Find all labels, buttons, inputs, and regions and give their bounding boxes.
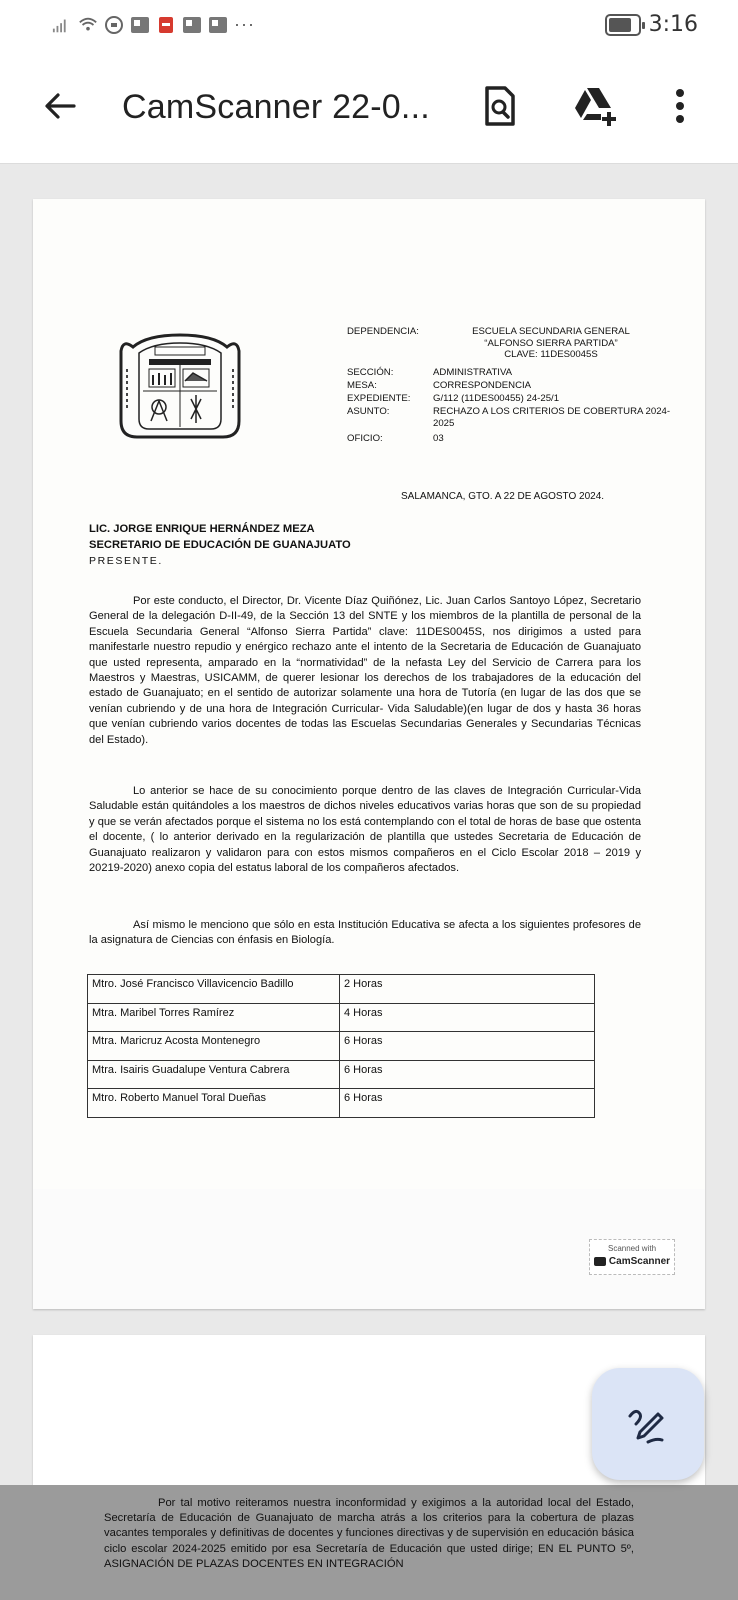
arrow-left-icon [42, 88, 78, 124]
recipient-name: LIC. JORGE ENRIQUE HERNÁNDEZ MEZA [89, 523, 315, 535]
wifi-icon [78, 15, 98, 35]
camscanner-logo-icon [594, 1257, 606, 1266]
oficio-label: OFICIO: [347, 433, 383, 444]
mesa-value: CORRESPONDENCIA [433, 380, 532, 391]
camscanner-brand [590, 1256, 674, 1267]
seccion-label: SECCIÓN: [347, 367, 394, 378]
teacher-hours: 2 Horas [340, 975, 595, 1004]
hotspot-icon [104, 15, 124, 35]
asunto-label: ASUNTO: [347, 406, 390, 417]
teacher-hours: 4 Horas [340, 1003, 595, 1032]
document-title: CamScanner 22-0... [122, 88, 430, 126]
teacher-hours: 6 Horas [340, 1060, 595, 1089]
teacher-hours: 6 Horas [340, 1032, 595, 1061]
place-date: SALAMANCA, GTO. A 22 DE AGOSTO 2024. [401, 491, 605, 502]
teacher-name: Mtra. Isairis Guadalupe Ventura Cabrera [88, 1060, 340, 1089]
table-row [88, 1089, 595, 1118]
edit-pen-icon [626, 1402, 670, 1446]
clock: 3:16 [648, 12, 698, 37]
presente: PRESENTE. [89, 555, 163, 567]
camscanner-brand-label: CamScanner [608, 1256, 671, 1267]
table-row [88, 1032, 595, 1061]
teacher-name: Mtro. Roberto Manuel Toral Dueñas [88, 1089, 340, 1118]
oficio-value: 03 [433, 433, 444, 444]
document-page-1[interactable] [33, 199, 705, 1309]
more-vert-icon [674, 88, 686, 124]
search-document-button[interactable] [476, 82, 524, 130]
status-icons [52, 14, 255, 35]
seccion-value: ADMINISTRATIVA [433, 367, 513, 378]
add-to-drive-button[interactable] [572, 82, 620, 130]
status-bar [0, 0, 738, 52]
app-notification-icon [130, 15, 150, 35]
drive-add-icon [573, 86, 619, 126]
teacher-name: Mtro. José Francisco Villavicencio Badillo [88, 975, 340, 1004]
dependencia-line: ESCUELA SECUNDARIA GENERAL [472, 326, 630, 337]
mesa-label: MESA: [347, 380, 377, 391]
paragraph-3: Así mismo le menciono que sólo en esta Institución Educativa se afecta a los siguientes profesores de la asignatura de Ciencias con énfasis en Biología. [89, 919, 641, 947]
status-right [605, 12, 698, 37]
expediente-label: EXPEDIENTE: [347, 393, 411, 404]
app-notification-icon [182, 15, 202, 35]
expediente-value: G/112 (11DES00455) 24-25/1 [433, 393, 560, 404]
asunto-value: RECHAZO A LOS CRITERIOS DE COBERTURA 2024- [433, 406, 671, 417]
teachers-table [87, 974, 595, 1118]
table-row [88, 1003, 595, 1032]
pdf-notification-icon [156, 15, 176, 35]
dependencia-line: CLAVE: 11DES0045S [504, 349, 598, 360]
dependencia-label: DEPENDENCIA: [347, 326, 419, 337]
edit-fab-button[interactable] [592, 1368, 704, 1480]
app-notification-icon [208, 15, 228, 35]
page-2-paragraph: Por tal motivo reiteramos nuestra inconformidad y exigimos a la autoridad local del Estado, Secretaría de Educación de Guanajuato de marcha atrás a los criterios para la cobertura de plazas vacantes temporales y definitivas de docentes y funciones directivas y de supervisión en educación básica ciclo escolar 2024-2025 emitido por esa Secretaría de Educación que usted dirige; EN EL PUNTO 5º, ASIGNACIÓN DE PLAZAS DOCENTES EN INTEGRACIÓN [104, 1497, 634, 1570]
back-button[interactable] [36, 82, 84, 130]
paragraph-1: Por este conducto, el Director, Dr. Vicente Díaz Quiñónez, Lic. Juan Carlos Santoyo López, Secretario General de la delegación D-II-49, de la Sección 13 del SNTE y los miembros de la plantilla de personal de la Escuela Secundaria General “Alfonso Sierra Partida” clave: 11DES0045S, nos dirigimos a usted para manifestarle nuestro repudio y enérgico rechazo ante el intento de la Secretaria de Educación de Guanajuato que usted representa, amparado en la “normatividad” de la nefasta Ley del Servicio de Carrera para los Maestros y Maestras, USICAMM, de querer lesionar los derechos de los trabajadores de la educación del estado de Guanajuato; en el sentido de autorizar solamente una hora de Tutoría (en lugar de las dos que se venían cubriendo y de una hora de Integración Curricular- Vida Saludable)(en lugar de dos y hasta 36 horas que venían cubriendo varios docentes de todas las Escuelas Secundarias Generales y Secundarias Técnicas del Estado). [89, 595, 641, 746]
camscanner-watermark [589, 1239, 675, 1275]
more-notifications-icon: ··· [234, 14, 255, 34]
app-bar [0, 52, 738, 164]
scanned-with-label: Scanned with [607, 1244, 657, 1253]
teacher-name: Mtra. Maribel Torres Ramírez [88, 1003, 340, 1032]
teacher-hours: 6 Horas [340, 1089, 595, 1118]
paragraph-2: Lo anterior se hace de su conocimiento porque dentro de las claves de Integración Curricular-Vida Saludable están quitándoles a los maestros de dichos niveles educativos varias horas que son de su propiedad y que se verán afectados porque el sistema no los está contemplando con el total de horas de base que ostenta el docente, ( lo anterior derivado en la regularización de plantilla que ustedes Secretaria de Educación de Guanajuato realizaron y validaron para con estos mismos compañeros en el Ciclo Escolar 2018 – 2019 y 20219-2020) anexo copia del estatus laboral de los compañeros afectados. [89, 785, 641, 875]
table-row [88, 1060, 595, 1089]
scanned-letter [33, 199, 705, 1189]
table-row [88, 975, 595, 1004]
more-options-button[interactable] [656, 82, 704, 130]
signal-icon [52, 15, 72, 35]
teacher-name: Mtra. Maricruz Acosta Montenegro [88, 1032, 340, 1061]
battery-icon [605, 14, 641, 36]
asunto-value-cont: 2025 [433, 418, 455, 429]
dependencia-line: “ALFONSO SIERRA PARTIDA” [484, 337, 618, 349]
recipient-title: SECRETARIO DE EDUCACIÓN DE GUANAJUATO [89, 539, 351, 551]
search-document-icon [483, 86, 517, 126]
recipient [89, 521, 351, 553]
dependencia-value [461, 326, 641, 361]
school-seal-image [113, 329, 248, 447]
